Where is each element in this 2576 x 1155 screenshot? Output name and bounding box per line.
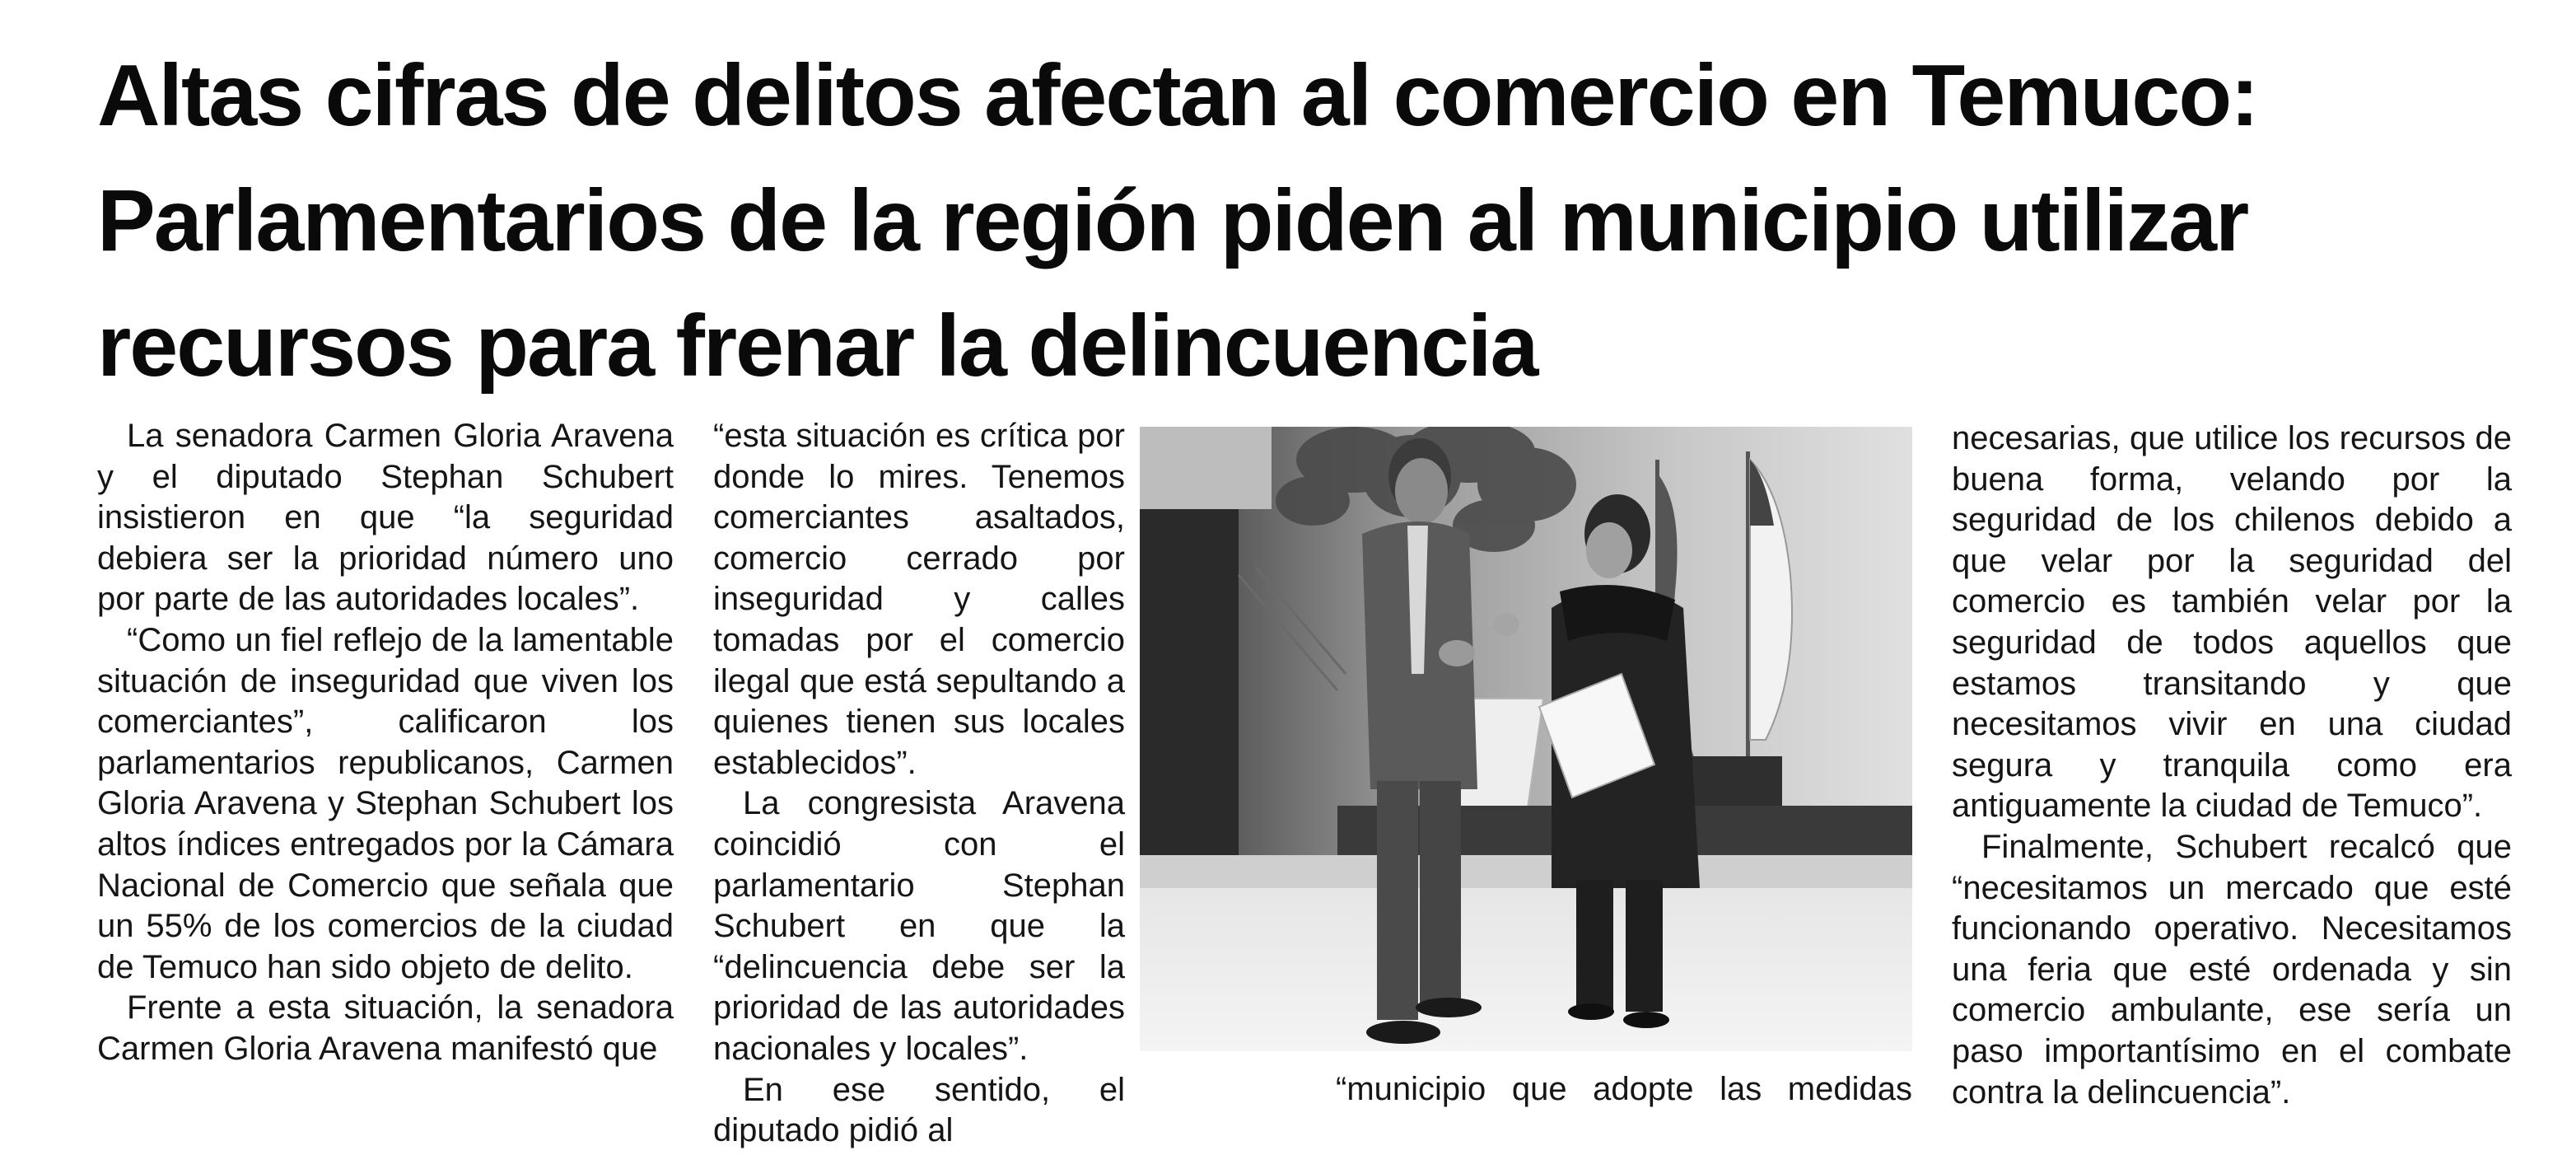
column-3-continuation: “municipio que adopte las medidas bbox=[1336, 1071, 1912, 1107]
paragraph: La senadora Carmen Gloria Aravena y el diputado Stephan Schubert insistieron en que “la seguridad debiera ser la prioridad número uno por parte de las autoridades locales”. bbox=[97, 418, 674, 618]
headline-line-2: Parlamentarios de la región piden al municipio utilizar bbox=[97, 172, 2248, 269]
text-column-2 bbox=[713, 416, 1125, 1152]
text-column-4 bbox=[1952, 419, 2512, 1113]
photo-illustration bbox=[1140, 427, 1912, 1051]
paragraph: “esta situación es crítica por donde lo mires. Tenemos comerciantes asaltados, comercio cerrado por inseguridad y calles tomadas por el comercio ilegal que está sepultando a quienes tienen sus locales establecidos”. bbox=[713, 418, 1125, 781]
paragraph: Finalmente, Schubert recalcó que “necesitamos un mercado que esté funcionando operativo. Necesitamos una feria que esté ordenada y sin comercio ambulante, ese sería un paso importantísimo en el combate contra la delincuencia”. bbox=[1952, 828, 2512, 1111]
paragraph: En ese sentido, el diputado pidió al bbox=[713, 1071, 1125, 1149]
headline bbox=[97, 33, 2518, 409]
paragraph: “Como un fiel reflejo de la lamentable situación de inseguridad que viven los comerciantes”, calificaron los parlamentarios republicanos, Carmen Gloria Aravena y Stephan Schubert los altos índices entregados por la Cámara Nacional de Comercio que señala que un 55% de los comercios de la ciudad de Temuco han sido objeto de delito. bbox=[97, 621, 674, 985]
headline-line-1: Altas cifras de delitos afectan al comercio en Temuco: bbox=[97, 47, 2258, 144]
text-column-1 bbox=[97, 416, 674, 1070]
article-photo bbox=[1140, 427, 1912, 1051]
paragraph: Frente a esta situación, la senadora Carmen Gloria Aravena manifestó que bbox=[97, 989, 674, 1067]
paragraph: necesarias, que utilice los recursos de buena forma, velando por la seguridad de los chilenos debido a que velar por la seguridad del comercio es también velar por la seguridad de todos aquellos que estamos transitando y que necesitamos vivir en una ciudad segura y tranquila como era antiguamente la ciudad de Temuco”. bbox=[1952, 420, 2512, 825]
headline-line-3: recursos para frenar la delincuencia bbox=[97, 297, 1538, 395]
paragraph: La congresista Aravena coincidió con el parlamentario Stephan Schubert en que la “delincuencia debe ser la prioridad de las autoridades nacionales y locales”. bbox=[713, 785, 1125, 1067]
